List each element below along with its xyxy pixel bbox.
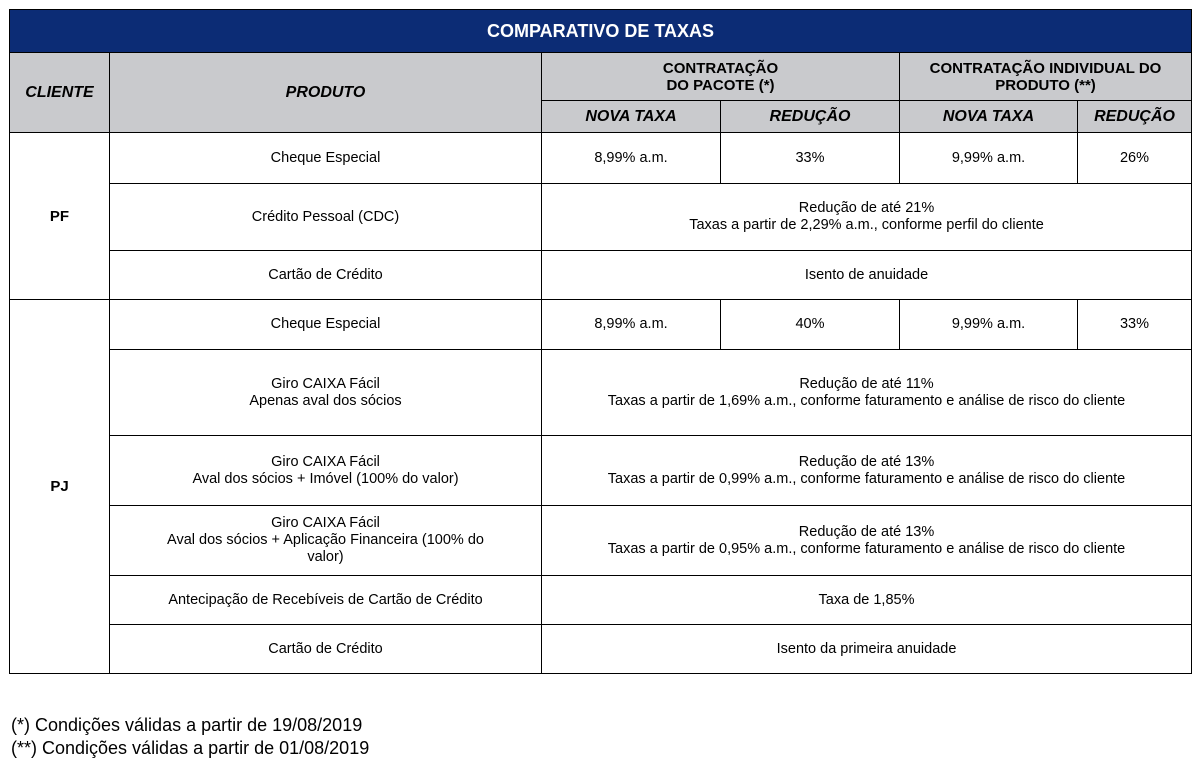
footnote-2: (**) Condições válidas a partir de 01/08/2019 bbox=[11, 738, 370, 758]
table-row bbox=[10, 251, 1192, 300]
info-line2: Taxas a partir de 1,69% a.m., conforme faturamento e análise de risco do cliente bbox=[607, 392, 1126, 409]
produto-line2: Apenas aval dos sócios bbox=[249, 392, 402, 409]
individual-reducao-cell: 26% bbox=[1078, 133, 1192, 184]
produto-cell: Crédito Pessoal (CDC) bbox=[110, 184, 542, 251]
merged-info-cell bbox=[542, 350, 1192, 436]
info-line2: Taxas a partir de 0,95% a.m., conforme faturamento e análise de risco do cliente bbox=[607, 540, 1126, 557]
produto-line2: Aval dos sócios + Aplicação Financeira (100% do bbox=[167, 532, 484, 548]
table-row bbox=[10, 300, 1192, 350]
merged-info-cell bbox=[542, 506, 1192, 576]
produto-line1: Giro CAIXA Fácil bbox=[271, 375, 380, 392]
produto-cell: Cartão de Crédito bbox=[110, 625, 542, 674]
rates-comparison bbox=[9, 9, 1191, 674]
table-title: COMPARATIVO DE TAXAS bbox=[10, 10, 1192, 53]
info-line1: Redução de até 13% bbox=[798, 523, 935, 540]
client-pj: PJ bbox=[10, 300, 110, 674]
merged-info-cell: Isento da primeira anuidade bbox=[542, 625, 1192, 674]
footnote-1: (*) Condições válidas a partir de 19/08/2019 bbox=[11, 715, 363, 735]
table-row bbox=[10, 436, 1192, 506]
merged-info-cell: Taxa de 1,85% bbox=[542, 576, 1192, 625]
produto-line2: Aval dos sócios + Imóvel (100% do valor) bbox=[192, 470, 459, 487]
produto-line1: Giro CAIXA Fácil bbox=[271, 515, 380, 531]
produto-line3: valor) bbox=[307, 549, 344, 565]
header-individual-reducao: REDUÇÃO bbox=[1078, 101, 1192, 133]
table-row bbox=[10, 576, 1192, 625]
header-individual bbox=[900, 53, 1192, 101]
info-line1: Redução de até 21% bbox=[798, 200, 935, 216]
header-produto: PRODUTO bbox=[110, 53, 542, 133]
table-row bbox=[10, 625, 1192, 674]
header-pacote bbox=[542, 53, 900, 101]
produto-cell: Cheque Especial bbox=[110, 133, 542, 184]
pacote-reducao-cell: 33% bbox=[721, 133, 900, 184]
individual-reducao-cell: 33% bbox=[1078, 300, 1192, 350]
table-row bbox=[10, 350, 1192, 436]
info-line1: Redução de até 13% bbox=[798, 453, 935, 470]
rates-table bbox=[9, 9, 1192, 674]
header-individual-line1: CONTRATAÇÃO INDIVIDUAL DO bbox=[929, 59, 1162, 77]
info-line2: Taxas a partir de 2,29% a.m., conforme perfil do cliente bbox=[689, 217, 1044, 233]
produto-cell: Cheque Especial bbox=[110, 300, 542, 350]
produto-cell: Antecipação de Recebíveis de Cartão de Crédito bbox=[110, 576, 542, 625]
header-pacote-line1: CONTRATAÇÃO bbox=[662, 59, 779, 77]
merged-info-cell bbox=[542, 436, 1192, 506]
header-individual-line2: PRODUTO (**) bbox=[995, 76, 1096, 94]
pacote-taxa-cell: 8,99% a.m. bbox=[542, 133, 721, 184]
table-row bbox=[10, 184, 1192, 251]
header-individual-nova-taxa: NOVA TAXA bbox=[900, 101, 1078, 133]
produto-cell bbox=[110, 350, 542, 436]
header-cliente: CLIENTE bbox=[10, 53, 110, 133]
produto-line1: Giro CAIXA Fácil bbox=[271, 453, 380, 470]
header-pacote-nova-taxa: NOVA TAXA bbox=[542, 101, 721, 133]
merged-info-cell: Isento de anuidade bbox=[542, 251, 1192, 300]
produto-cell bbox=[110, 506, 542, 576]
footnotes bbox=[11, 714, 369, 760]
pacote-reducao-cell: 40% bbox=[721, 300, 900, 350]
produto-cell: Cartão de Crédito bbox=[110, 251, 542, 300]
produto-cell bbox=[110, 436, 542, 506]
merged-info-cell bbox=[542, 184, 1192, 251]
individual-taxa-cell: 9,99% a.m. bbox=[900, 300, 1078, 350]
table-row bbox=[10, 506, 1192, 576]
header-pacote-reducao: REDUÇÃO bbox=[721, 101, 900, 133]
client-pf: PF bbox=[10, 133, 110, 300]
header-pacote-line2: DO PACOTE (*) bbox=[666, 76, 775, 94]
info-line2: Taxas a partir de 0,99% a.m., conforme faturamento e análise de risco do cliente bbox=[607, 470, 1126, 487]
table-row bbox=[10, 133, 1192, 184]
pacote-taxa-cell: 8,99% a.m. bbox=[542, 300, 721, 350]
info-line1: Redução de até 11% bbox=[799, 375, 934, 392]
individual-taxa-cell: 9,99% a.m. bbox=[900, 133, 1078, 184]
